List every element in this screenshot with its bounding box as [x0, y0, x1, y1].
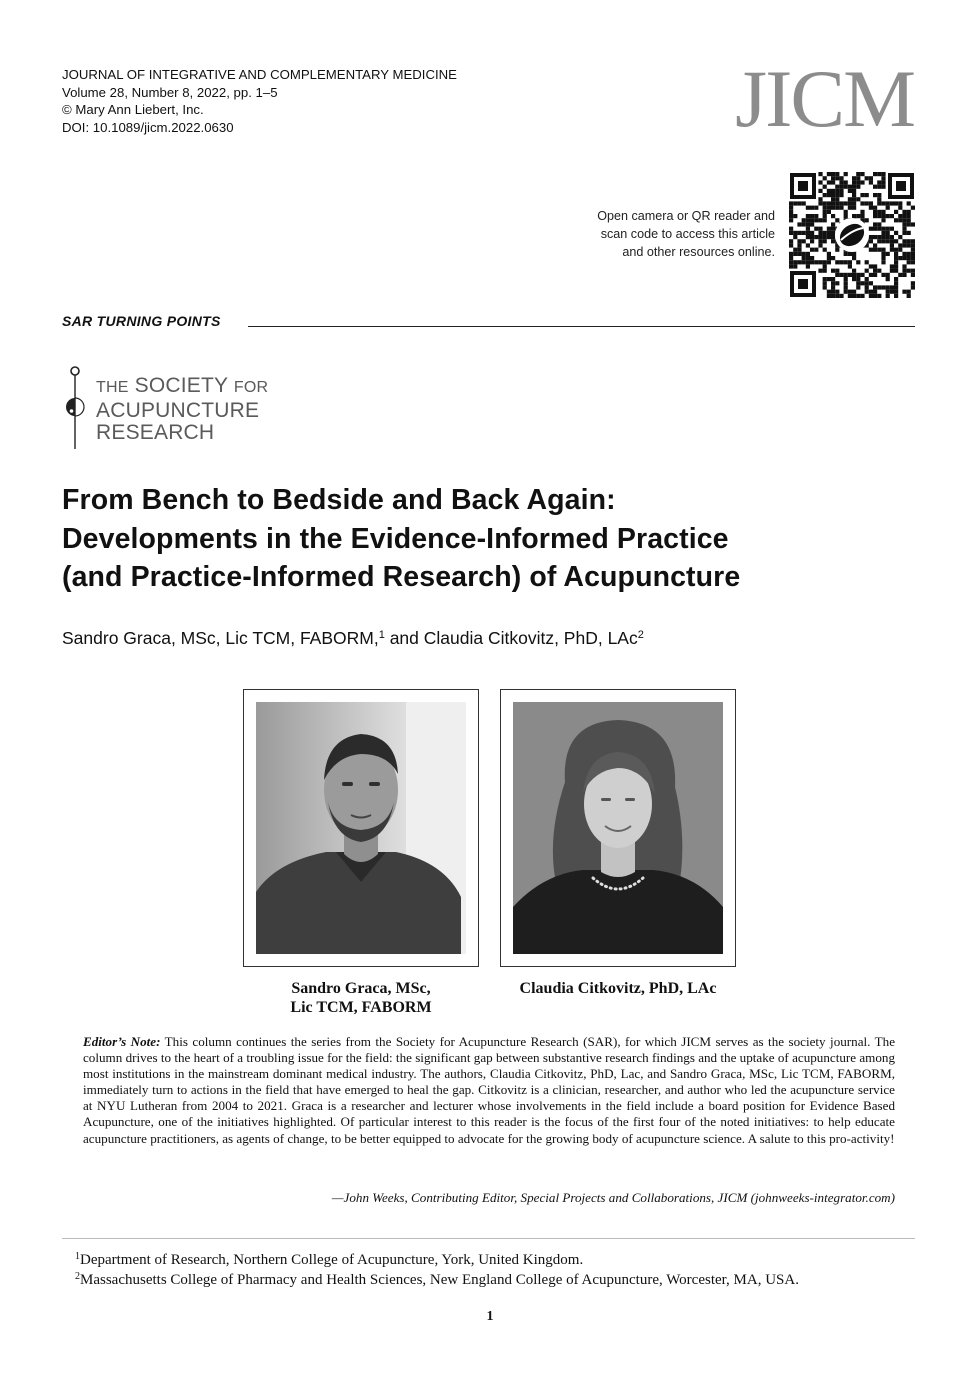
- journal-doi: DOI: 10.1089/jicm.2022.0630: [62, 119, 234, 135]
- needle-icon: [62, 365, 92, 450]
- section-heading: [62, 313, 915, 333]
- footnote-2: [75, 1271, 799, 1291]
- caption-graca: [243, 980, 479, 1017]
- photo-graca: [256, 702, 466, 954]
- caption-graca-line-2: Lic TCM, FABORM: [290, 998, 432, 1016]
- author-1-affiliation: 1: [378, 629, 385, 641]
- society-logo: [62, 365, 292, 450]
- title-line-3: (and Practice-Informed Research) of Acupuncture: [62, 561, 741, 593]
- editor-note-body: This column continues the series from the Society for Acupuncture Research (SAR), for which JICM serves as the society journal. The column drives to the heart of a troubling issue for the field: the significant gap between substantive research findings and the uptake of acupuncture among most institutions in the mainstream dominant medical industry. The authors, Claudia Citkovitz, PhD, Lac, and Sandro Graca, MSc, Lic TCM, FABORM, immediately turn to actions in the field that have emerged to heal the gap. Citkovitz is a clinician, researcher, and author who led the acupuncture service at NYU Lutheran from 2004 to 2021. Graca is a researcher and lecturer whose involvements in the field include a board position for Evidence Based Acupuncture, one of the initiatives highlighted. Of particular interest to this reader is the focus of the first four of the noted initiatives: to help educate acupuncture practitioners, as agents of change, to be better equipped to advocate for the growing body of acupuncture science. A salute to this pro-activity!: [83, 1034, 895, 1146]
- logo-for: FOR: [233, 379, 269, 396]
- caption-graca-line-1: Sandro Graca, MSc,: [291, 980, 431, 997]
- author-1: Sandro Graca, MSc, Lic TCM, FABORM,: [62, 628, 379, 648]
- journal-volume: Volume 28, Number 8, 2022, pp. 1–5: [62, 84, 278, 100]
- journal-publisher: © Mary Ann Liebert, Inc.: [62, 102, 204, 117]
- logo-research: RESEARCH: [96, 421, 215, 444]
- footnote-1-text: Department of Research, Northern College of Acupuncture, York, United Kingdom.: [80, 1252, 584, 1268]
- footnote-2-text: Massachusetts College of Pharmacy and Health Sciences, New England College of Acupuncture, Worcester, MA, USA.: [80, 1271, 799, 1288]
- caption-citkovitz: Claudia Citkovitz, PhD, LAc: [519, 980, 717, 997]
- qr-code[interactable]: [789, 172, 915, 298]
- author-line: [62, 626, 644, 650]
- article-title: [62, 481, 922, 597]
- photo-frame-citkovitz: [500, 689, 736, 967]
- author-2: and Claudia Citkovitz, PhD, LAc: [384, 628, 638, 648]
- qr-instructions: [555, 207, 775, 261]
- qr-line-1: Open camera or QR reader and: [597, 209, 775, 223]
- editor-note: [83, 1034, 895, 1147]
- qr-line-3: and other resources online.: [622, 245, 775, 259]
- society-name: [96, 375, 268, 445]
- footnotes: [75, 1251, 799, 1290]
- page-number: 1: [486, 1309, 494, 1324]
- photo-frame-graca: [243, 689, 479, 967]
- journal-header: [62, 66, 457, 136]
- logo-society: SOCIETY: [134, 374, 228, 397]
- qr-line-2: scan code to access this article: [600, 227, 775, 241]
- logo-the: THE: [96, 379, 129, 396]
- editor-signature: —John Weeks, Contributing Editor, Special Projects and Collaborations, JICM (johnweeks-integrator.com): [331, 1190, 895, 1205]
- footnote-2-marker: 2: [75, 1270, 80, 1282]
- title-line-1: From Bench to Bedside and Back Again:: [62, 484, 616, 516]
- section-rule: [248, 326, 915, 327]
- footnote-rule: [62, 1238, 915, 1239]
- title-line-2: Developments in the Evidence-Informed Practice: [62, 522, 729, 555]
- logo-acupuncture: ACUPUNCTURE: [96, 398, 260, 422]
- photo-citkovitz: [513, 702, 723, 954]
- footnote-1-marker: 1: [75, 1251, 80, 1262]
- jicm-logo: JICM: [735, 53, 914, 144]
- editor-note-lead: Editor’s Note:: [83, 1034, 161, 1049]
- journal-name: JOURNAL OF INTEGRATIVE AND COMPLEMENTARY MEDICINE: [62, 67, 457, 82]
- footnote-1: [75, 1251, 799, 1271]
- author-2-affiliation: 2: [637, 629, 644, 641]
- section-label: SAR TURNING POINTS: [62, 313, 221, 329]
